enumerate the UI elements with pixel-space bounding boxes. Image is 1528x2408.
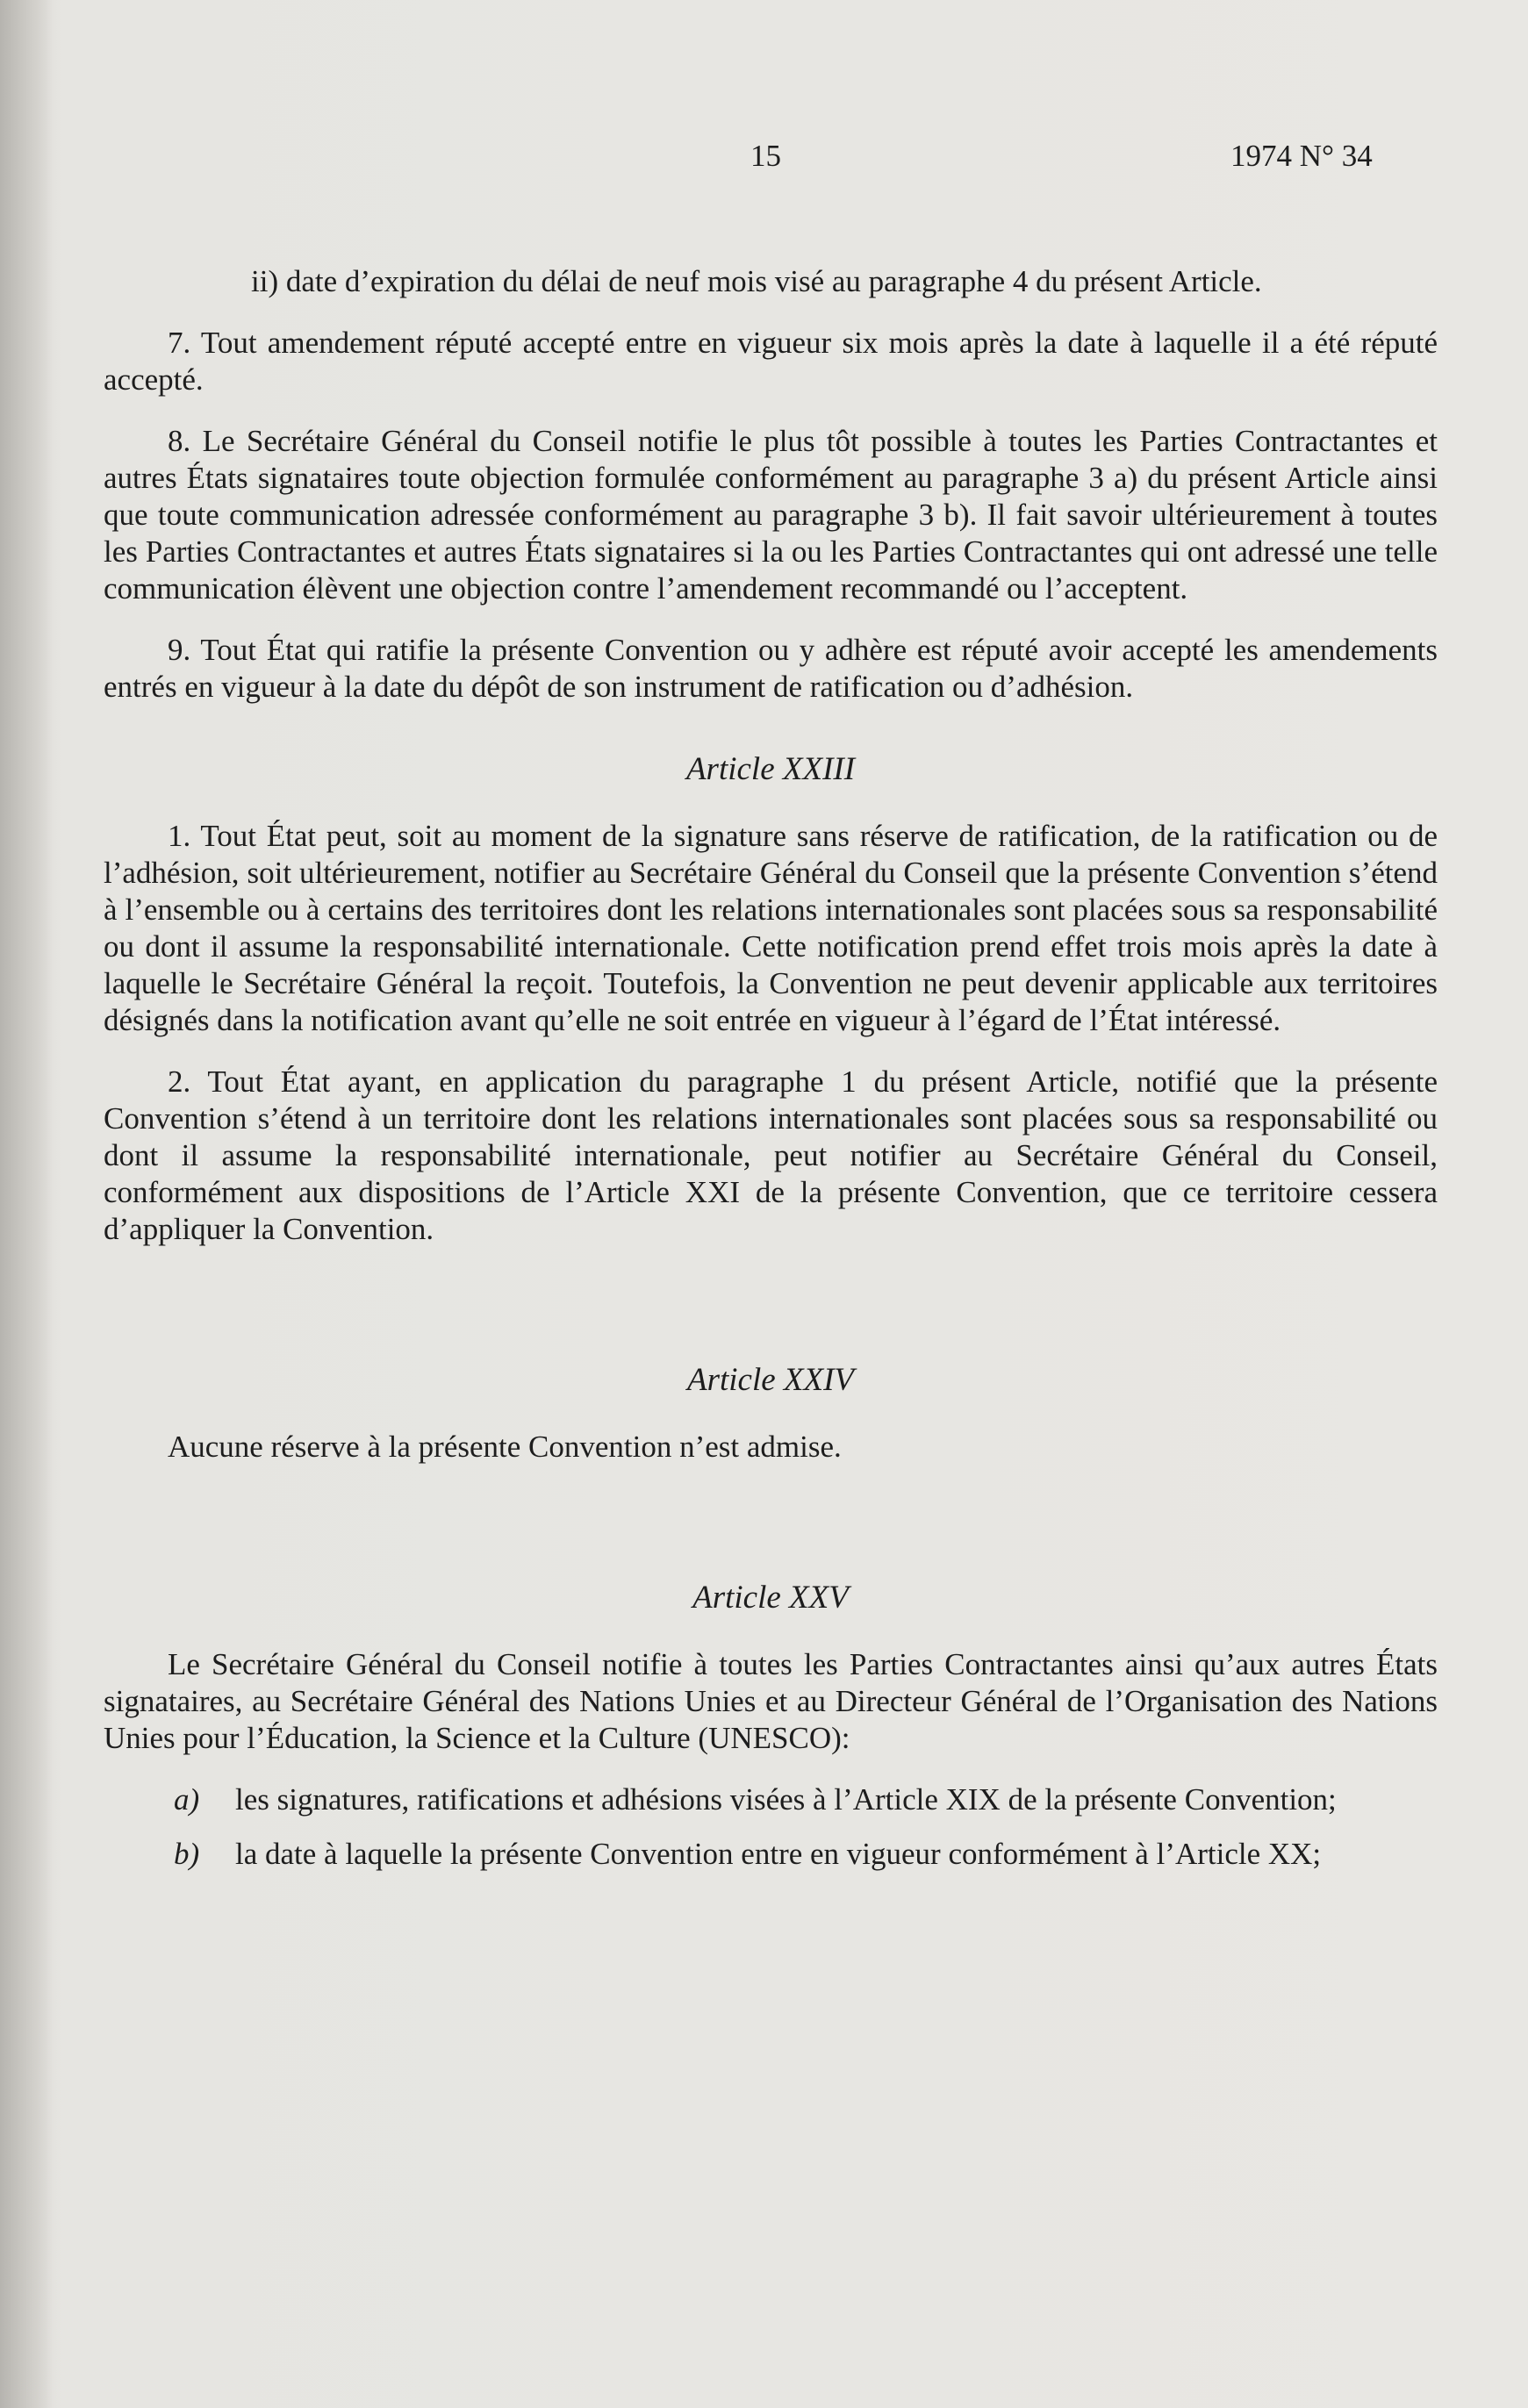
list-item-a (104, 1781, 1438, 1818)
page-number: 15 (750, 139, 781, 173)
article-xxiii-paragraph-2: 2. Tout État ayant, en application du paragraphe 1 du présent Article, notifié que la présente Convention s’étend à un territoire dont les relations internationales sont placées sous sa responsabilité ou dont il assume la responsabilité internationale, peut notifier au Secrétaire Général du Conseil, conformément aux dispositions de l’Article XXI de la présente Convention, que ce territoire cessera d’appliquer la Convention. (104, 1064, 1438, 1246)
paragraph-9: 9. Tout État qui ratifie la présente Convention ou y adhère est réputé avoir accepté les amendements entrés en vigueur à la date du dépôt de son instrument de ratification ou d’adhésion. (104, 633, 1438, 704)
list-letter: a) (174, 1782, 200, 1817)
paragraph-7: 7. Tout amendement réputé accepté entre en vigueur six mois après la date à laquelle il a été réputé accepté. (104, 326, 1438, 397)
list-item-b (104, 1836, 1438, 1873)
paragraph-8: 8. Le Secrétaire Général du Conseil notifie le plus tôt possible à toutes les Parties Contractantes et autres États signataires toute objection formulée conformément au paragraphe 3 a) du présent Article ainsi que toute communication adressée conformément au paragraphe 3 b). Il fait savoir ultérieurement à toutes les Parties Contractantes et autres États signataires si la ou les Parties Contractantes qui ont adressé une telle communication élèvent une objection contre l’amendement recommandé ou l’acceptent. (104, 424, 1438, 606)
article-xxiii-title: Article XXIII (685, 751, 856, 787)
list-text: les signatures, ratifications et adhésions visées à l’Article XIX de la présente Convention; (235, 1782, 1337, 1817)
article-xxiv-title: Article XXIV (686, 1362, 855, 1398)
page-header (0, 139, 1528, 183)
article-xxiii-paragraph-1: 1. Tout État peut, soit au moment de la signature sans réserve de ratification, de la ratification ou de l’adhésion, soit ultérieurement, notifier au Secrétaire Général du Conseil que la présente Convention s’étend à l’ensemble ou à certains des territoires dont les relations internationales sont placées sous sa responsabilité ou dont il assume la responsabilité internationale. Cette notification prend effet trois mois après la date à laquelle le Secrétaire Général la reçoit. Toutefois, la Convention ne peut devenir applicable aux territoires désignés dans la notification avant qu’elle ne soit entrée en vigueur à l’égard de l’État intéressé. (104, 819, 1438, 1037)
article-xxiv-text: Aucune réserve à la présente Convention n’est admise. (168, 1430, 842, 1464)
subitem-ii: ii) date d’expiration du délai de neuf mois visé au paragraphe 4 du présent Article. (251, 264, 1262, 298)
article-xxv-title: Article XXV (692, 1580, 849, 1616)
binding-spine-shadow (0, 0, 53, 2408)
article-xxv-intro: Le Secrétaire Général du Conseil notifie à toutes les Parties Contractantes ainsi qu’aux autres États signataires, au Secrétaire Général des Nations Unies et au Directeur Général de l’Organisation des Nations Unies pour l’Éducation, la Science et la Culture (UNESCO): (104, 1647, 1438, 1755)
document-reference: 1974 N° 34 (1230, 139, 1373, 173)
list-text: la date à laquelle la présente Convention entre en vigueur conformément à l’Article XX; (235, 1837, 1322, 1871)
document-body (104, 263, 1438, 1890)
list-letter: b) (174, 1837, 200, 1871)
